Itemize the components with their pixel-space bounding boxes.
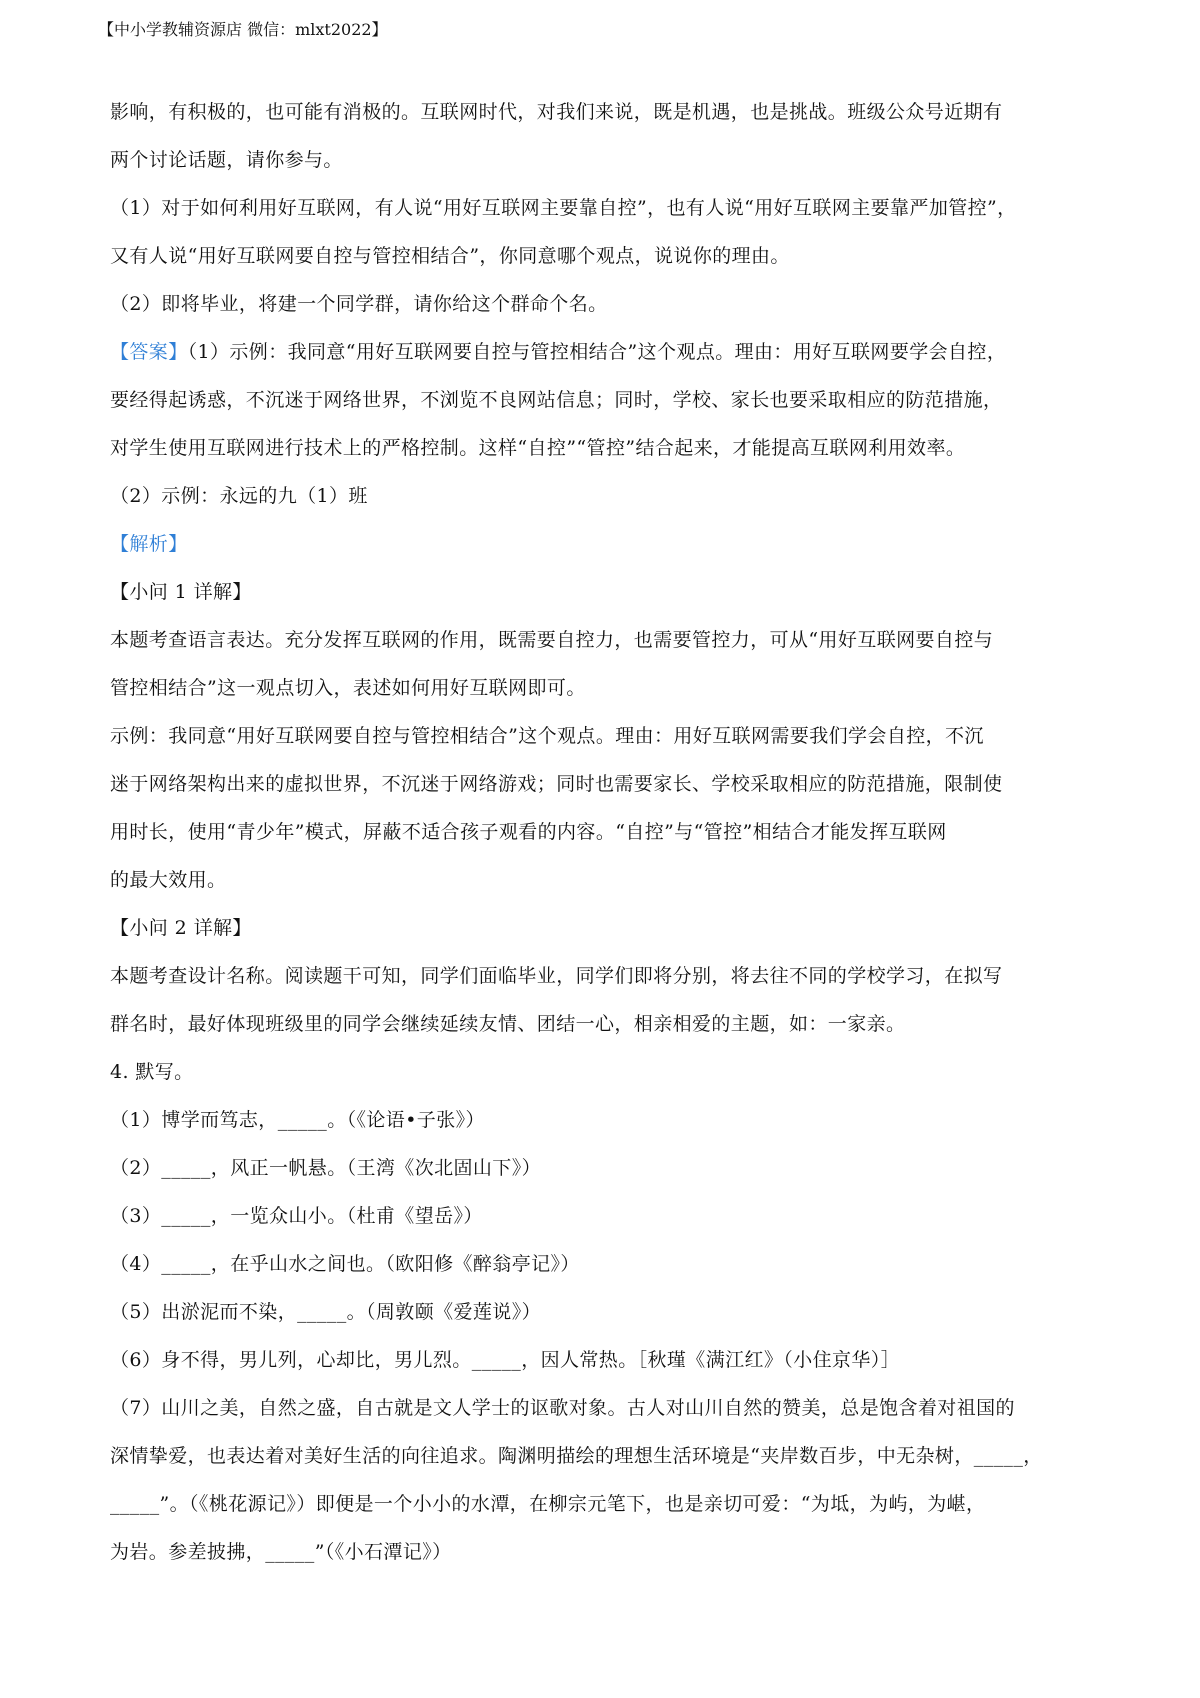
line-text: 的最大效用。 bbox=[110, 869, 227, 891]
line-text: 示例：我同意“用好互联网要自控与管控相结合”这个观点。理由：用好互联网需要我们学会自控，不沉 bbox=[110, 725, 984, 747]
text-line bbox=[110, 436, 1105, 484]
text-line bbox=[110, 1444, 1105, 1492]
text-line bbox=[110, 100, 1105, 148]
line-text: 本题考查语言表达。充分发挥互联网的作用，既需要自控力，也需要管控力，可从“用好互联网要自控与 bbox=[110, 629, 994, 651]
text-line bbox=[110, 580, 1105, 628]
text-line bbox=[110, 1204, 1105, 1252]
text-line bbox=[110, 1396, 1105, 1444]
source-header: 【中小学教辅资源店 微信：mlxt2022】 bbox=[98, 20, 388, 39]
line-text: （2）_____，风正一帆悬。（王湾《次北固山下》） bbox=[110, 1157, 541, 1179]
text-line bbox=[110, 1540, 1105, 1588]
text-line bbox=[110, 1060, 1105, 1108]
line-text: _____”。（《桃花源记》）即便是一个小小的水潭，在柳宗元笔下，也是亲切可爱：“为坻，为屿，为嵁， bbox=[110, 1493, 986, 1515]
text-line bbox=[110, 628, 1105, 676]
line-text: 【小问 1 详解】 bbox=[110, 581, 252, 603]
text-line bbox=[110, 340, 1105, 388]
line-text: 影响，有积极的，也可能有消极的。互联网时代，对我们来说，既是机遇，也是挑战。班级公众号近期有 bbox=[110, 101, 1003, 123]
line-text: （1）示例：我同意“用好互联网要自控与管控相结合”这个观点。理由：用好互联网要学会自控， bbox=[187, 341, 1007, 363]
text-line bbox=[110, 388, 1105, 436]
line-text: （6）身不得，男儿列，心却比，男儿烈。_____，因人常热。［秋瑾《满江红》（小住京华）］ bbox=[110, 1349, 901, 1371]
line-text: （3）_____，一览众山小。（杜甫《望岳》） bbox=[110, 1205, 483, 1227]
text-line bbox=[110, 1156, 1105, 1204]
text-line bbox=[110, 820, 1105, 868]
line-text: 要经得起诱惑，不沉迷于网络世界，不浏览不良网站信息；同时，学校、家长也要采取相应的防范措施， bbox=[110, 389, 1003, 411]
text-line bbox=[110, 484, 1105, 532]
line-text: 深情挚爱，也表达着对美好生活的向往追求。陶渊明描绘的理想生活环境是“夹岸数百步，中无杂树，_____， bbox=[110, 1445, 1043, 1467]
text-line bbox=[110, 1300, 1105, 1348]
text-line bbox=[110, 196, 1105, 244]
line-text: 两个讨论话题，请你参与。 bbox=[110, 149, 343, 171]
text-line bbox=[110, 916, 1105, 964]
text-line bbox=[110, 532, 1105, 580]
text-line bbox=[110, 148, 1105, 196]
section-tag: 【解析】 bbox=[110, 533, 188, 555]
line-text: 为岩。参差披拂，_____”（《小石潭记》） bbox=[110, 1541, 452, 1563]
text-line bbox=[110, 1012, 1105, 1060]
line-text: （4）_____，在乎山水之间也。（欧阳修《醉翁亭记》） bbox=[110, 1253, 580, 1275]
section-tag: 【答案】 bbox=[110, 341, 188, 363]
line-text: 群名时，最好体现班级里的同学会继续延续友情、团结一心，相亲相爱的主题，如：一家亲。 bbox=[110, 1013, 906, 1035]
line-text: （1）对于如何利用好互联网，有人说“用好互联网主要靠自控”，也有人说“用好互联网主要靠严加管控”， bbox=[110, 197, 1017, 219]
text-line bbox=[110, 724, 1105, 772]
line-text: （2）示例：永远的九（1）班 bbox=[110, 485, 368, 507]
line-text: 本题考查设计名称。阅读题干可知，同学们面临毕业，同学们即将分别，将去往不同的学校学习，在拟写 bbox=[110, 965, 1003, 987]
line-text: （2）即将毕业，将建一个同学群，请你给这个群命个名。 bbox=[110, 293, 608, 315]
text-line bbox=[110, 1492, 1105, 1540]
text-line bbox=[110, 868, 1105, 916]
text-line bbox=[110, 1348, 1105, 1396]
text-line bbox=[110, 244, 1105, 292]
line-text: （5）出淤泥而不染，_____。（周敦颐《爱莲说》） bbox=[110, 1301, 541, 1323]
line-text: （1）博学而笃志，_____。（《论语•子张》） bbox=[110, 1109, 485, 1131]
text-line bbox=[110, 964, 1105, 1012]
line-text: 迷于网络架构出来的虚拟世界，不沉迷于网络游戏；同时也需要家长、学校采取相应的防范措施，限制使 bbox=[110, 773, 1003, 795]
text-line bbox=[110, 676, 1105, 724]
text-line bbox=[110, 1252, 1105, 1300]
text-line bbox=[110, 1108, 1105, 1156]
line-text: 对学生使用互联网进行技术上的严格控制。这样“自控”“管控”结合起来，才能提高互联网利用效率。 bbox=[110, 437, 966, 459]
text-line bbox=[110, 292, 1105, 340]
line-text: 4. 默写。 bbox=[110, 1061, 194, 1083]
text-line bbox=[110, 772, 1105, 820]
line-text: 管控相结合”这一观点切入，表述如何用好互联网即可。 bbox=[110, 677, 586, 699]
document-body bbox=[110, 100, 1105, 1588]
line-text: 又有人说“用好互联网要自控与管控相结合”，你同意哪个观点，说说你的理由。 bbox=[110, 245, 790, 267]
line-text: 用时长，使用“青少年”模式，屏蔽不适合孩子观看的内容。“自控”与“管控”相结合才能发挥互联网 bbox=[110, 821, 947, 843]
line-text: 【小问 2 详解】 bbox=[110, 917, 252, 939]
line-text: （7）山川之美，自然之盛，自古就是文人学士的讴歌对象。古人对山川自然的赞美，总是饱含着对祖国的 bbox=[110, 1397, 1015, 1419]
